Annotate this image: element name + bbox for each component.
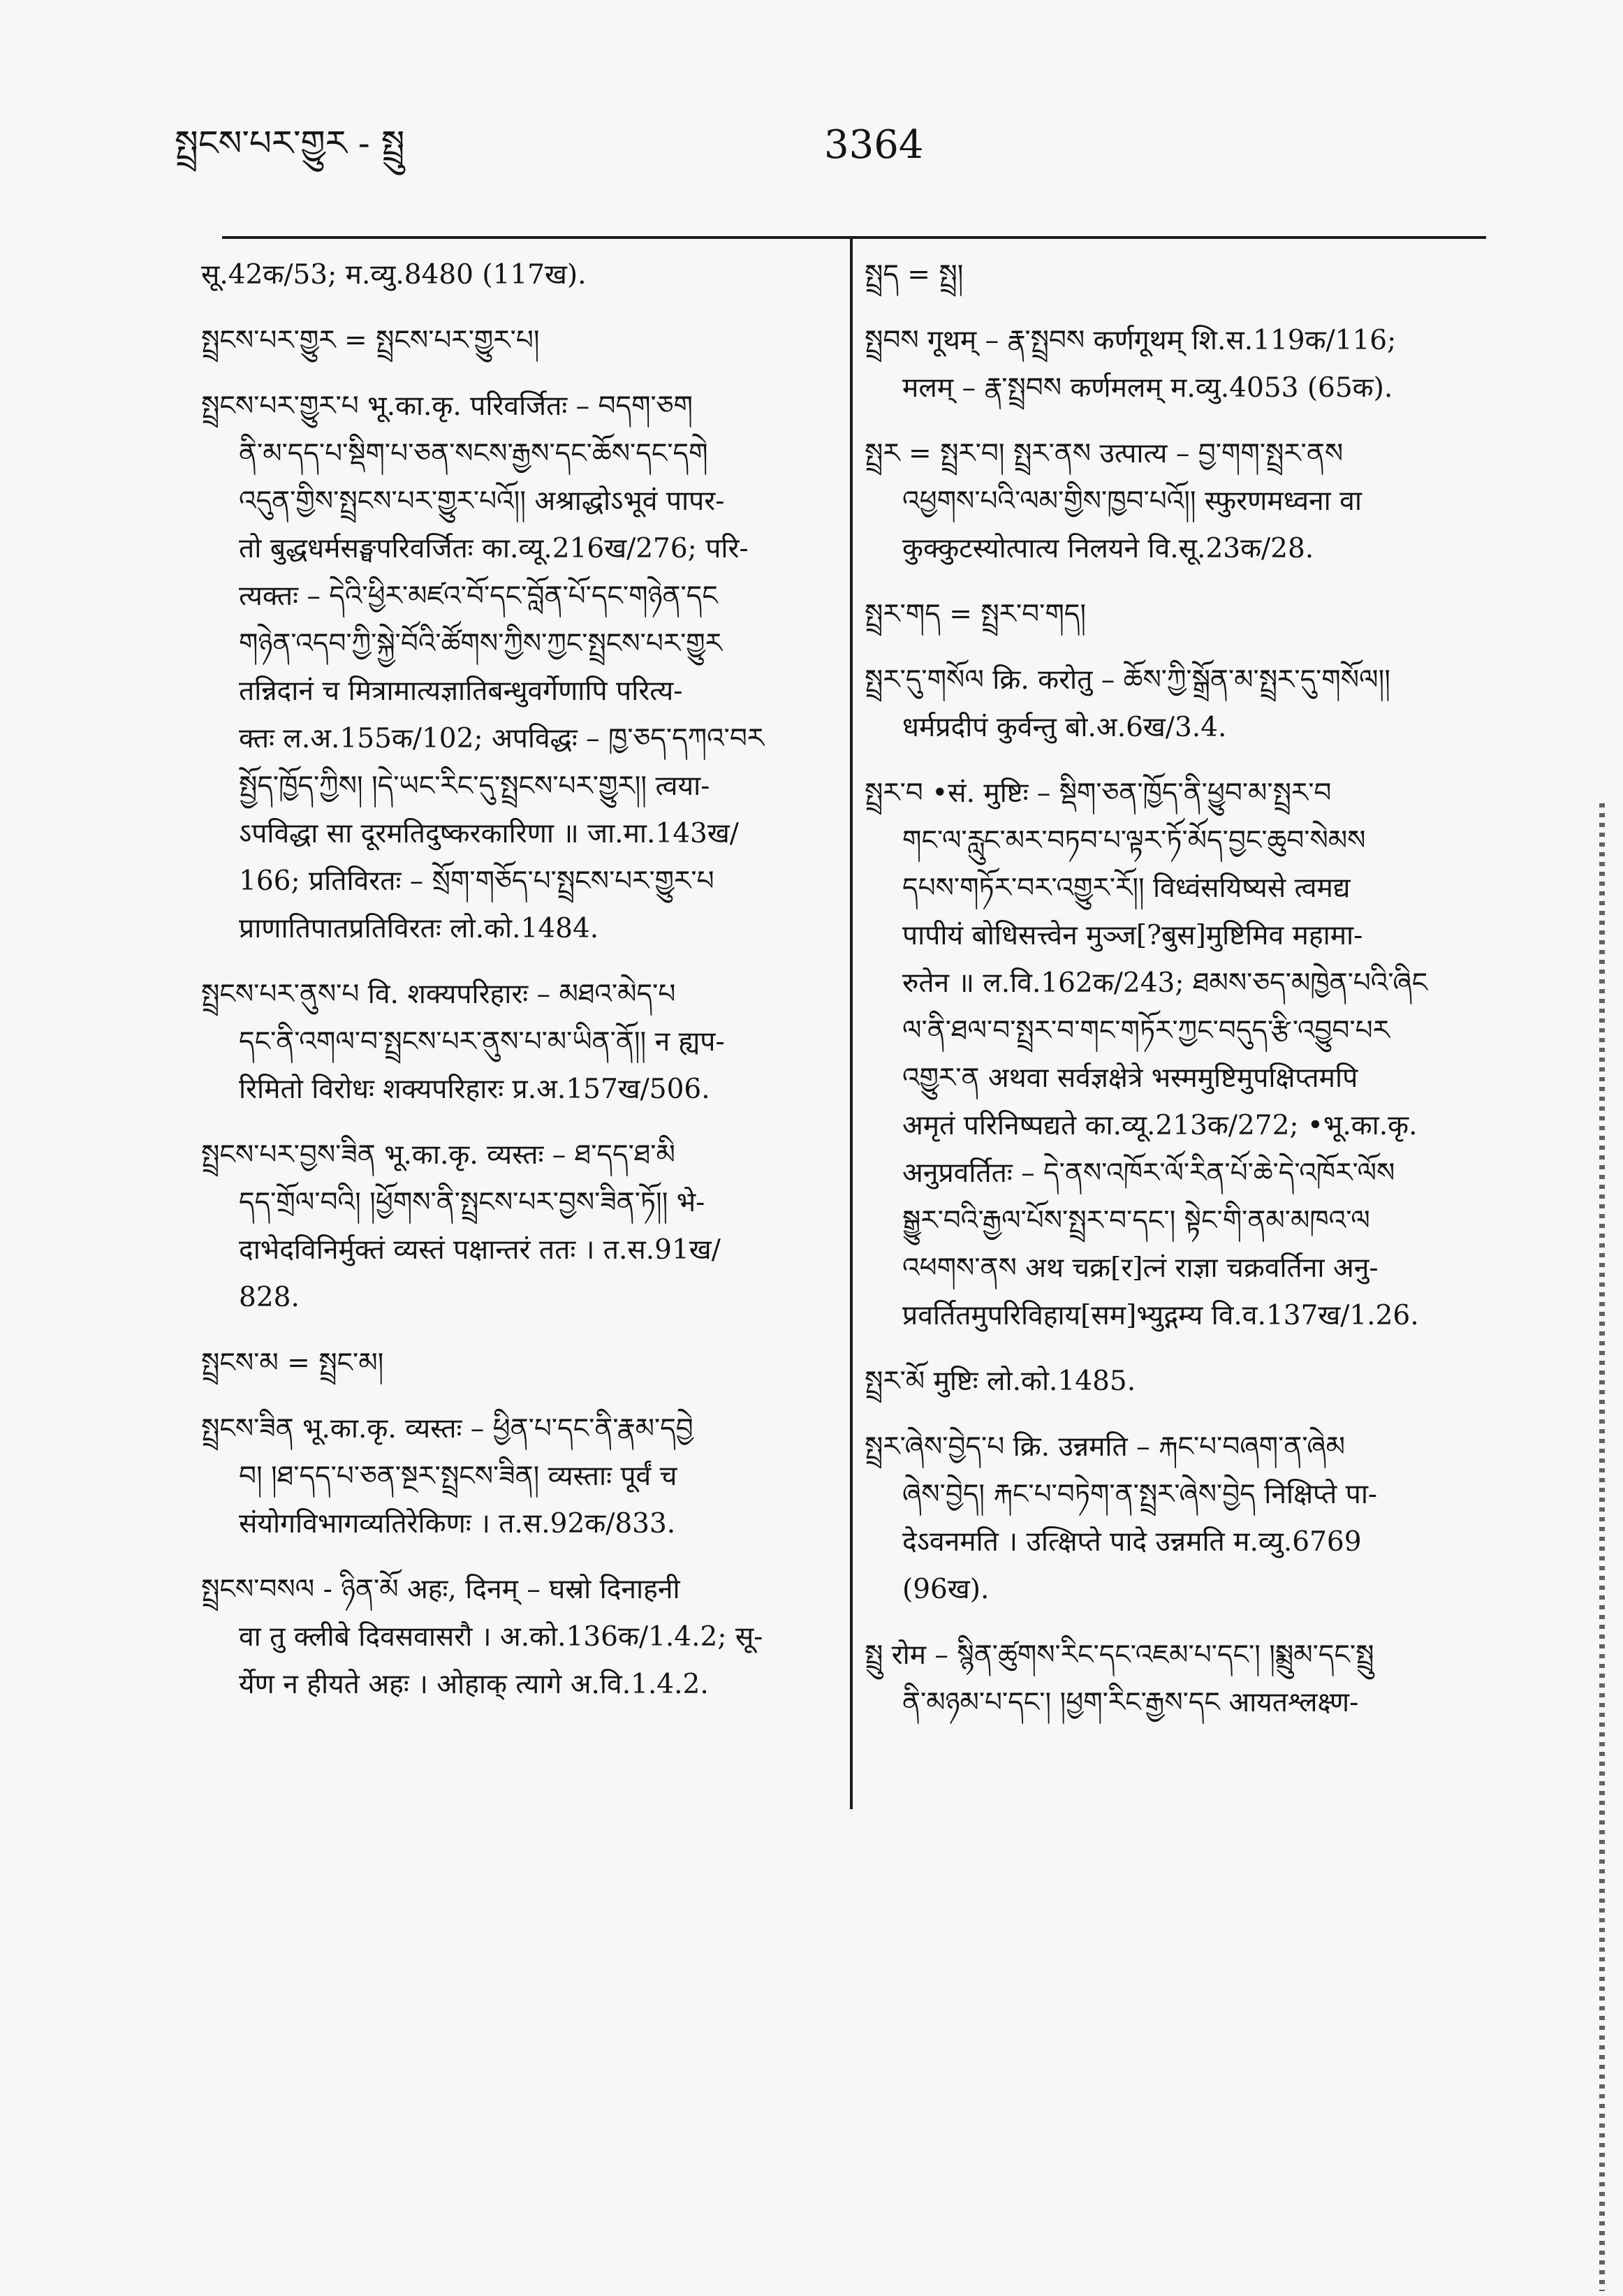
entry-text-line: र्येण न हीयते अहः । ओहाक् त्यागे अ.वि.1.4.2. [239, 1669, 709, 1700]
dictionary-entry [865, 251, 1493, 299]
column-divider [850, 237, 853, 1809]
dictionary-entry [201, 1566, 830, 1709]
entry-text-line: སྤྱོད་ཁྱོད་ཀྱིས། །དེ་ཡང་རིང་དུ་སྤྲངས་པར་གྱུར།། त्वया- [239, 770, 710, 802]
entry-text-line: दाभेदविनिर्मुक्तं व्यस्तं पक्षान्तरं ततः । त.स.91ख/ [239, 1234, 721, 1266]
entry-headword-line: སྤྲངས་ཟིན भू.का.कृ. व्यस्तः – ཕྱིན་པ་དང་ནི་རྣམ་དབྱེ [201, 1413, 693, 1445]
entry-headword-line: སྤྲངས་བསལ - ཉིན་མོ अहः, दिनम् – घस्रो दिनाहनी [201, 1574, 680, 1605]
entry-text-line: དཔས་གཏོར་བར་འགྱུར་རོ།། विध्वंसयिष्यसे त्वमद्य [902, 872, 1351, 904]
dictionary-entry [865, 591, 1493, 638]
entry-text-line: ནི་མ་དད་པ་སྡིག་པ་ཅན་སངས་རྒྱས་དང་ཆོས་དང་དགེ [239, 438, 708, 469]
entry-headword-line: སྤྲར་གད = སྤྲར་བ་གད། [865, 599, 1087, 630]
entry-text-line: पापीयं बोधिसत्त्वेन मुञ्ज[?बुस]मुष्टिमिव महामा- [902, 920, 1363, 951]
entry-text-line: 828. [239, 1282, 300, 1313]
entry-headword-line: སྤྲངས་པར་བྱས་ཟིན भू.का.कृ. व्यस्तः – ཐ་དད་ཐ་མི [201, 1139, 675, 1171]
entry-text-line: त्यक्तः – དེའི་ཕྱིར་མཛའ་བོ་དང་བློན་པོ་དང་གཉེན་དང [239, 580, 718, 612]
entry-text-line: ནི་མཉམ་པ་དང་། །ཕྱག་རིང་རྒྱས་དང आयतश्लक्ष्ण- [902, 1687, 1359, 1718]
scan-edge-artifact [1599, 803, 1605, 2291]
entry-headword-line: སྤྲར = སྤྲར་བ། སྤྲར་ནས उत्पात्य – བྱ་གག་སྤྲར་ནས [865, 438, 1344, 469]
dictionary-entry [865, 657, 1493, 752]
entry-text-line: देऽवनमति । उत्क्षिप्ते पादे उन्नमति म.व्यु.6769 [902, 1526, 1362, 1558]
entry-headword-line: སྤྲངས་པར་གྱུར = སྤྲངས་པར་གྱུར་པ། [201, 325, 540, 356]
entry-text-line: དང་ནི་འགལ་བ་སྤྲངས་པར་ནུས་པ་མ་ཡིན་ནོ།། न ह्यप- [239, 1026, 725, 1058]
dictionary-entry [865, 317, 1493, 412]
entry-headword-line: སྤྲར་མོ मुष्टिः लो.को.1485. [865, 1366, 1136, 1397]
entry-text-line: रुतेन ॥ ल.वि.162क/243; ཐམས་ཅད་མཁྱེན་པའི་ཞིང [902, 967, 1428, 999]
entry-headword-line: སྤྲངས་མ = སྤྲང་མ། [201, 1347, 384, 1379]
entry-text-line: (96ख). [902, 1574, 990, 1605]
entry-text-line: འགྱུར་ན अथवा सर्वज्ञक्षेत्रे भस्ममुष्टिमुपक्षिप्तमपि [902, 1062, 1358, 1094]
entry-text-line: འདུན་གྱིས་སྤྲངས་པར་གྱུར་པའོ།། अश्राद्धोऽभूवं पापर- [239, 485, 725, 517]
entry-headword-line: སྤྲར་ཞེས་བྱེད་པ क्रि. उन्नमति – རྐང་པ་བཞག་ན་ཞེམ [865, 1431, 1346, 1463]
dictionary-entry [201, 1132, 830, 1322]
entry-text-line: मलम् – རྣ་སྤྲབས कर्णमलम् म.व्यु.4053 (65क). [902, 372, 1393, 404]
dictionary-entry [201, 1405, 830, 1548]
entry-text-line: कुक्कुटस्योत्पात्य निलयने वि.सू.23क/28. [902, 533, 1314, 564]
entry-headword-line: སྤྲར་བ •सं. मुष्टिः – སྡིག་ཅན་ཁྱོད་ནི་ཕྱུབ་མ་སྤྲར་བ [865, 777, 1332, 809]
dictionary-entry [865, 1424, 1493, 1614]
entry-text-line: अनुप्रवर्तितः – དེ་ནས་འཁོར་ལོ་རིན་པོ་ཆེ་དེ་འཁོར་ལོས [902, 1157, 1395, 1189]
entry-text-line: དད་གྲོལ་བའི། །ཕྱོགས་ནི་སྤྲངས་པར་བྱས་ཟིན་ཏོ།། भे- [239, 1187, 705, 1218]
page-number: 3364 [824, 122, 924, 168]
entry-text-line: रिमितो विरोधः शक्यपरिहारः प्र.अ.157ख/506. [239, 1074, 710, 1105]
dictionary-entry [865, 770, 1493, 1340]
entry-text-line: संयोगविभागव्यतिरेकिणः । त.स.92क/833. [239, 1508, 676, 1540]
entry-text-line: འཕགས་ནས अथ चक्र[र]त्नं राज्ञा चक्रवर्तिना अनु- [902, 1252, 1379, 1284]
dictionary-entry [201, 1340, 830, 1387]
entry-text-line: 166; प्रतिविरतः – སྲོག་གཅོད་པ་སྤྲངས་པར་གྱུར་པ [239, 865, 714, 897]
entry-text-line: གང་ལ་རླུང་མར་བཏབ་པ་ལྟར་ཏོ་མོད་བྱང་ཆུབ་སེམས [902, 825, 1366, 856]
right-column [865, 251, 1493, 1745]
entry-text-line: ऽपविद्धा सा दूरमतिदुष्करकारिणा ॥ जा.मा.143ख/ [239, 818, 739, 849]
entry-headword-line: སྤྲུ रोम – སྙིན་ཚུགས་རིང་དང་འཇམ་པ་དང་། །སྨྲུམ་དང་སྤྲུ [865, 1639, 1374, 1671]
dictionary-entry [201, 971, 830, 1113]
dictionary-entry [201, 251, 830, 299]
entry-headword-line: सू.42क/53; म.व्यु.8480 (117ख). [201, 259, 587, 291]
dictionary-entry [865, 1358, 1493, 1405]
entry-text-line: वा तु क्लीबे दिवसवासरौ । अ.को.136क/1.4.2; सू- [239, 1621, 763, 1653]
entry-text-line: तो बुद्धधर्मसङ्घपरिवर्जितः का.व्यू.216ख/276; परि- [239, 533, 749, 564]
entry-headword-line: སྤྲངས་པར་ནུས་པ वि. शक्यपरिहारः – མཐའ་མེད་པ [201, 979, 676, 1010]
entry-text-line: प्रवर्तितमुपरिविहाय[सम]भ्युद्गम्य वि.व.137ख/1.26. [902, 1300, 1419, 1331]
entry-text-line: ཞེས་བྱེད། རྐང་པ་བཏེག་ན་སྤྲར་ཞེས་བྱེད निक्षिप्ते पा- [902, 1479, 1378, 1510]
entry-headword-line: སྤྲབས गूथम् – རྣ་སྤྲབས कर्णगूथम् शि.स.119क/116; [865, 325, 1397, 356]
dictionary-entry [201, 383, 830, 953]
entry-headword-line: སྤྲད = སྤྲ། [865, 259, 964, 291]
dictionary-entry [865, 1632, 1493, 1727]
entry-text-line: སྒྱུར་བའི་རྒྱལ་པོས་སྤྲར་བ་དང་། སྟེང་གི་ནམ་མཁའ་ལ [902, 1205, 1370, 1236]
entry-text-line: བ། །ཐ་དད་པ་ཅན་སྔར་སྤྲངས་ཟིན། व्यस्ताः पूर्वं च [239, 1461, 677, 1492]
entry-text-line: འཕྱགས་པའི་ལམ་གྱིས་ཁྱབ་པའོ།། स्फुरणमध्वना वा [902, 485, 1362, 517]
entry-text-line: ལ་ནི་ཐལ་བ་སྤྲར་བ་གང་གཏོར་ཀྱང་བདུད་རྩི་འབྱུབ་པར [902, 1015, 1390, 1046]
dictionary-entry [865, 430, 1493, 573]
entry-text-line: तन्निदानं च मित्रामात्यज्ञातिबन्धुवर्गेणापि परित्य- [239, 675, 683, 707]
header-rule [222, 236, 1486, 239]
entry-text-line: གཉེན་འདབ་ཀྱི་སྐྱེ་བོའི་ཚོགས་ཀྱིས་ཀྱང་སྤྲངས་པར་གྱུར [239, 628, 723, 659]
entry-headword-line: སྤྲར་དུ་གསོལ क्रि. करोतु – ཆོས་ཀྱི་སྒྲོན་མ་སྤྲར་དུ་གསོལ།། [865, 664, 1390, 696]
left-column [201, 251, 830, 1727]
entry-text-line: क्तः ल.अ.155क/102; अपविद्धः – ཁྱ་ཅད་དཀའ་བར [239, 723, 765, 754]
entry-headword-line: སྤྲངས་པར་གྱུར་པ भू.का.कृ. परिवर्जितः – བདག་ཅག [201, 390, 693, 422]
entry-text-line: अमृतं परिनिष्पद्यते का.व्यू.213क/272; •भू.का.कृ. [902, 1110, 1418, 1141]
running-header: སྤྲངས་པར་གྱུར - སྤྲུ [175, 123, 405, 163]
entry-text-line: धर्मप्रदीपं कुर्वन्तु बो.अ.6ख/3.4. [902, 712, 1227, 743]
entry-text-line: प्राणातिपातप्रतिविरतः लो.को.1484. [239, 913, 599, 944]
dictionary-entry [201, 317, 830, 365]
